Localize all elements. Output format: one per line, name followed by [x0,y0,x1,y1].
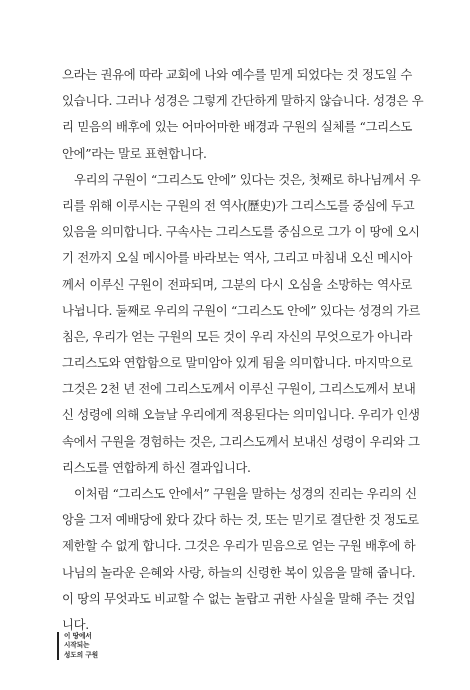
text-line: 우리의 구원이 “그리스도 안에” 있다는 것은, 첫째로 하나님께서 우 [74,171,421,187]
running-head [57,632,98,660]
text-line: 나님의 놀라운 은혜와 사랑, 하늘의 신령한 복이 있음을 말해 줍니다. [62,564,416,580]
text-line: 침은, 우리가 얻는 구원의 모든 것이 우리 자신의 무엇으로가 아니라 [62,328,412,344]
text-line: 속에서 구원을 경험하는 것은, 그리스도께서 보내신 성령이 우리와 그 [62,433,420,449]
text-line: 기 전까지 오실 메시아를 바라보는 역사, 그리고 마침내 오신 메시아 [62,250,412,266]
text-line: 리 믿음의 배후에 있는 어마어마한 배경과 구원의 실체를 “그리스도 [62,119,412,135]
text-line: 앙을 그저 예배당에 왔다 갔다 하는 것, 또는 믿기로 결단한 것 정도로 [62,512,419,528]
running-head-line-3: 성도의 구원 [64,650,99,659]
text-line: 있습니다. 그러나 성경은 그렇게 간단하게 말하지 않습니다. 성경은 우 [62,93,424,109]
text-line: 있음을 의미합니다. 구속사는 그리스도를 중심으로 그가 이 땅에 오시 [62,224,420,240]
text-line: 그리스도와 연합함으로 말미암아 있게 됨을 의미합니다. 마지막으로 [62,355,413,371]
text-line: 신 성령에 의해 오늘날 우리에게 적용된다는 의미입니다. 우리가 인생 [62,407,420,423]
text-line: 이 땅의 무엇과도 비교할 수 없는 놀랍고 귀한 사실을 말해 주는 것입 [62,590,416,606]
text-line: 안에”라는 말로 표현합니다. [62,145,207,161]
paragraph [62,167,421,481]
text-line: 께서 이루신 구원이 전파되며, 그분의 다시 오심을 소망하는 역사로 [62,276,412,292]
running-head-line-1: 이 땅에서 [64,632,92,640]
text-line: 리를 위해 이루시는 구원의 전 역사(歷史)가 그리스도를 중심에 두고 [62,197,415,213]
text-line: 니다. [62,616,89,632]
running-head-line-2: 시작되는 [64,641,90,650]
text-line: 이처럼 “그리스도 안에서” 구원을 말하는 성경의 진리는 우리의 신 [74,486,417,501]
body-text [62,62,424,638]
text-line: 제한할 수 없게 합니다. 그것은 우리가 믿음으로 얻는 구원 배후에 하 [62,538,416,554]
text-line: 으라는 권유에 따라 교회에 나와 예수를 믿게 되었다는 것 정도일 수 [62,67,412,82]
text-line: 리스도를 연합하게 하신 결과입니다. [62,459,251,475]
paragraph [62,481,419,638]
text-line: 그것은 2천 년 전에 그리스도께서 이루신 구원이, 그리스도께서 보내 [62,381,416,397]
paragraph [62,62,424,167]
text-line: 나뉩니다. 둘째로 우리의 구원이 “그리스도 안에” 있다는 성경의 가르 [62,302,420,318]
